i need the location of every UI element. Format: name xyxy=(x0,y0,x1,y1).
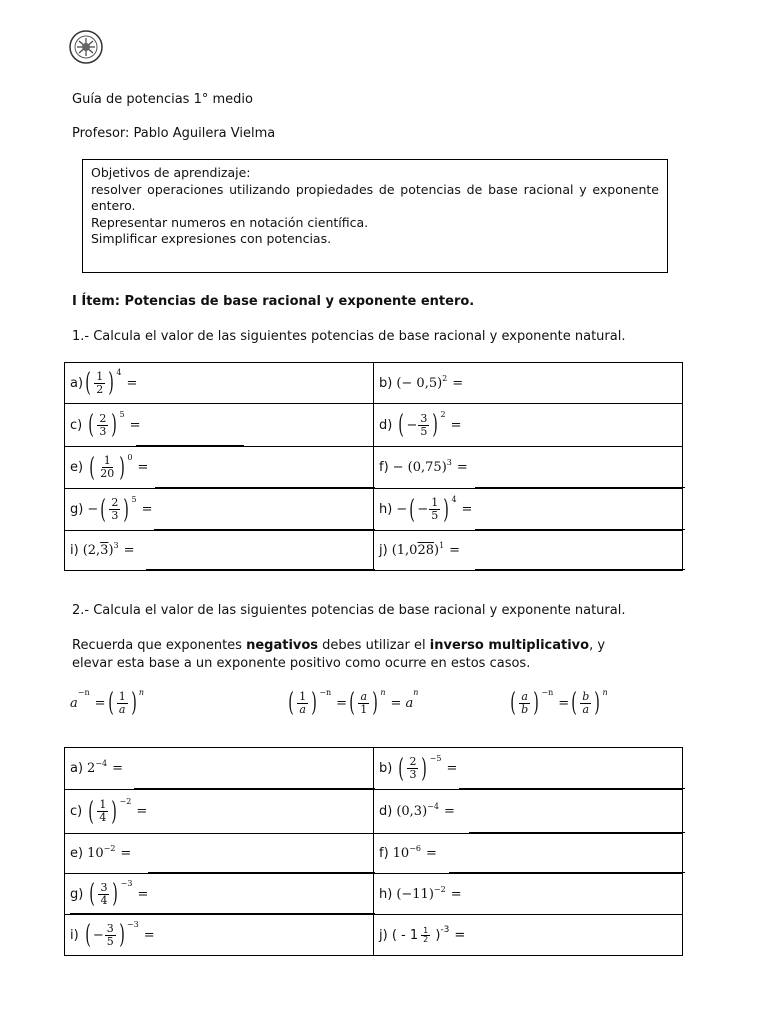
item-label: c) xyxy=(70,417,83,433)
exponent: 5 xyxy=(119,410,125,419)
answer-line[interactable] xyxy=(475,487,685,488)
item-label: d) xyxy=(379,804,393,819)
exercise-1f xyxy=(374,447,683,489)
question-1: 1.- Calcula el valor de las siguientes potencias de base racional y exponente natural. xyxy=(72,329,626,344)
equals-sign: = xyxy=(129,417,141,433)
exercise-1g: g) − ( $\frac{2}{3}$ ) 5 = xyxy=(65,489,374,531)
equals-sign: = xyxy=(450,886,462,902)
equals-sign: = xyxy=(461,502,473,517)
denominator: 2 xyxy=(96,382,104,396)
base: − (0,75) xyxy=(392,460,447,475)
equals-sign: = xyxy=(136,804,148,819)
repeating-digits: 28 xyxy=(417,543,434,558)
exponent: 3 xyxy=(113,541,119,550)
equals-sign: = xyxy=(137,460,149,475)
exponent: −2 xyxy=(119,796,132,806)
denominator: 3 xyxy=(99,424,107,438)
question-2: 2.- Calcula el valor de las siguientes potencias de base racional y exponente natural. xyxy=(72,603,626,618)
numerator: a xyxy=(521,689,528,703)
answer-line[interactable] xyxy=(154,529,375,530)
equals-sign: = xyxy=(94,695,106,711)
denominator: 5 xyxy=(106,934,114,948)
numerator: 3 xyxy=(100,880,108,894)
negative-exponent-note xyxy=(72,638,605,653)
item-label: g) xyxy=(70,502,84,517)
equals-sign: = xyxy=(143,927,155,943)
school-logo xyxy=(67,30,105,64)
exercise-1j: j) ( 1,0 28 ) 1 = xyxy=(374,531,683,571)
equals-sign: = xyxy=(558,695,570,711)
var-a: a xyxy=(405,695,414,711)
denominator: 3 xyxy=(111,509,119,522)
minus-sign: − xyxy=(92,927,104,943)
exponent: −3 xyxy=(126,920,139,929)
equals-sign: = xyxy=(449,543,461,558)
exponent: 3 xyxy=(446,458,452,467)
exercise-2g: g) ( $\frac{3}{4}$ ) −3 = xyxy=(65,874,374,915)
item-label: i) xyxy=(70,543,79,558)
denominator: 5 xyxy=(431,509,439,522)
denominator: 3 xyxy=(409,768,417,781)
page-title: Guía de potencias 1° medio xyxy=(72,92,253,107)
denominator: 20 xyxy=(100,467,115,480)
objective-1: resolver operaciones utilizando propiedades de potencias de base racional y exponente entero. xyxy=(91,181,659,213)
base: 2, xyxy=(87,543,101,558)
exponent: 4 xyxy=(451,494,457,504)
equals-sign: = xyxy=(141,502,153,517)
exercise-2d xyxy=(374,790,683,834)
minus-sign: − xyxy=(406,417,418,433)
exercise-1a: a) ( $\frac{1}{2}$ ) 4 = xyxy=(65,363,374,404)
equals-sign: = xyxy=(126,375,138,391)
objectives-box xyxy=(82,159,668,273)
denominator: a xyxy=(118,702,126,716)
equals-sign: = xyxy=(450,417,462,433)
exponent: −2 xyxy=(103,844,116,853)
numerator: 1 xyxy=(299,689,307,703)
base: 2 xyxy=(87,761,96,776)
exponent: −6 xyxy=(409,844,421,853)
exercise-2i: i) ( − $\frac{3}{5}$ ) −3 = xyxy=(65,915,374,956)
exponent: −n xyxy=(541,688,554,697)
base: (0,3) xyxy=(396,804,428,819)
equals-sign: = xyxy=(456,460,468,475)
minus-sign: − xyxy=(396,502,408,517)
numerator: 1 xyxy=(118,689,126,703)
equals-sign: = xyxy=(446,761,458,776)
numerator: 1 xyxy=(99,798,107,811)
item-label: d) xyxy=(379,417,393,433)
exercise-1i: i) ( 2, 3 ) 3 = xyxy=(65,531,374,571)
base: 1,0 xyxy=(396,543,418,558)
note-text: Recuerda que exponentes xyxy=(72,638,247,653)
exercise-2h xyxy=(374,874,683,915)
item-label: f) xyxy=(379,460,389,475)
answer-line[interactable] xyxy=(469,832,685,833)
item-label: g) xyxy=(70,886,84,902)
exponent: −3 xyxy=(120,879,133,888)
var-a: a xyxy=(70,695,78,711)
denominator: 5 xyxy=(420,424,428,438)
objectives-heading: Objetivos de aprendizaje: xyxy=(91,165,251,180)
exercise-2f xyxy=(374,834,683,874)
exponent: n xyxy=(602,688,608,697)
base: (−11) xyxy=(396,886,434,902)
teacher-name: Profesor: Pablo Aguilera Vielma xyxy=(72,126,276,141)
formula-2: ( $\frac{1}{a}$ ) −n = ( $\frac{a}{1}$ ) n = a n xyxy=(288,688,419,718)
answer-line[interactable] xyxy=(148,872,375,873)
exponent: −n xyxy=(319,688,332,697)
item-label: e) xyxy=(70,846,84,861)
exponent: 2 xyxy=(440,410,446,419)
exercise-2b: b) ( $\frac{2}{3}$ ) −5 = xyxy=(374,748,683,790)
exercise-2j: j) ( - 1 $\frac{1}{2}$ ) -3 = xyxy=(374,915,683,956)
exponent: −4 xyxy=(95,759,108,768)
note-line-2: elevar esta base a un exponente positivo como ocurre en estos casos. xyxy=(72,656,531,671)
denominator: a xyxy=(582,702,590,716)
equals-sign: = xyxy=(443,804,455,819)
minus-sign: − xyxy=(87,502,99,517)
numerator: 3 xyxy=(106,921,114,935)
exercise-table-2 xyxy=(64,747,683,956)
answer-line[interactable] xyxy=(155,487,375,488)
item-label: b) xyxy=(379,761,393,776)
answer-line[interactable] xyxy=(475,529,685,530)
exponent: n xyxy=(413,688,419,697)
base: 10 xyxy=(87,846,104,861)
equals-sign: = xyxy=(137,886,149,902)
exercise-1h: h) − ( − $\frac{1}{5}$ ) 4 = xyxy=(374,489,683,531)
exercise-table-1 xyxy=(64,362,683,571)
numerator: 2 xyxy=(99,411,107,425)
repeating-digits: 3 xyxy=(100,543,109,558)
answer-line[interactable] xyxy=(475,569,685,570)
exercise-2c: c) ( $\frac{1}{4}$ ) −2 = xyxy=(65,790,374,834)
numerator: 1 xyxy=(423,925,429,935)
numerator: 1 xyxy=(96,369,104,383)
note-bold: inverso multiplicativo xyxy=(429,638,590,653)
exercise-2a xyxy=(65,748,374,790)
exponent: 0 xyxy=(127,452,133,462)
exponent: −5 xyxy=(429,753,442,763)
note-text: , y xyxy=(589,638,606,653)
equals-sign: = xyxy=(426,846,437,861)
exponent: −2 xyxy=(433,884,446,894)
item-label: a) xyxy=(70,375,84,391)
exercise-1c: c) ( $\frac{2}{3}$ ) 5 = xyxy=(65,404,374,447)
exercise-1d: d) ( − $\frac{3}{5}$ ) 2 = xyxy=(374,404,683,447)
objective-3: Simplificar expresiones con potencias. xyxy=(91,231,332,246)
equals-sign: = xyxy=(452,375,464,391)
numerator: 2 xyxy=(111,496,119,509)
denominator: a xyxy=(299,702,306,716)
item-label: e) xyxy=(70,460,84,475)
equals-sign: = xyxy=(390,695,402,711)
equals-sign: = xyxy=(120,846,132,861)
numerator: b xyxy=(582,689,590,703)
denominator: 4 xyxy=(100,893,108,907)
equals-sign: = xyxy=(454,927,466,943)
answer-line[interactable] xyxy=(70,913,375,914)
item-label: f) xyxy=(379,846,389,861)
answer-line[interactable] xyxy=(449,872,685,873)
answer-line[interactable] xyxy=(134,788,375,789)
exercise-1b xyxy=(374,363,683,404)
numerator: a xyxy=(360,689,368,703)
denominator: 1 xyxy=(360,702,368,716)
exercise-2e xyxy=(65,834,374,874)
note-bold: negativos xyxy=(246,638,319,653)
item-label: h) xyxy=(379,502,393,517)
exponent: n xyxy=(138,688,144,697)
formula-3: ( $\frac{a}{b}$ ) −n = ( $\frac{b}{a}$ ) n xyxy=(510,688,608,718)
formula-1: a −n = ( $\frac{1}{a}$ ) n xyxy=(70,688,144,718)
answer-line[interactable] xyxy=(136,445,244,446)
exponent: n xyxy=(380,688,386,697)
item-label: j) xyxy=(379,543,388,558)
numerator: 2 xyxy=(409,755,417,768)
exponent: 2 xyxy=(442,373,448,383)
note-text: debes utilizar el xyxy=(318,638,430,653)
denominator: b xyxy=(521,702,529,716)
minus-sign: − xyxy=(417,502,429,517)
exponent: 1 xyxy=(439,541,445,550)
exponent: 4 xyxy=(116,368,122,377)
denominator: 2 xyxy=(423,934,429,944)
item-label: j) ( - 1 xyxy=(379,927,419,943)
answer-line[interactable] xyxy=(146,569,375,570)
exponent: −n xyxy=(77,688,90,697)
exponent: 5 xyxy=(131,494,137,504)
numerator: 3 xyxy=(420,411,428,425)
objective-2: Representar numeros en notación científica. xyxy=(91,214,369,230)
answer-line[interactable] xyxy=(459,788,685,789)
base: (− 0,5) xyxy=(396,375,443,391)
item-label: h) xyxy=(379,886,393,902)
item-label: i) xyxy=(70,927,79,943)
exercise-1e: e) ( $\frac{1}{20}$ ) 0 = xyxy=(65,447,374,489)
item-label: b) xyxy=(379,375,393,391)
item-label: a) xyxy=(70,761,84,776)
numerator: 1 xyxy=(431,496,439,509)
denominator: 4 xyxy=(99,811,107,824)
section-1-title: I Ítem: Potencias de base racional y exponente entero. xyxy=(72,294,475,309)
equals-sign: = xyxy=(336,695,348,711)
equals-sign: = xyxy=(112,761,124,776)
numerator: 1 xyxy=(103,454,111,467)
base: 10 xyxy=(392,846,410,861)
exponent: -3 xyxy=(440,924,450,935)
item-label: c) xyxy=(70,804,83,819)
exponent: −4 xyxy=(427,802,439,811)
equals-sign: = xyxy=(123,543,135,558)
